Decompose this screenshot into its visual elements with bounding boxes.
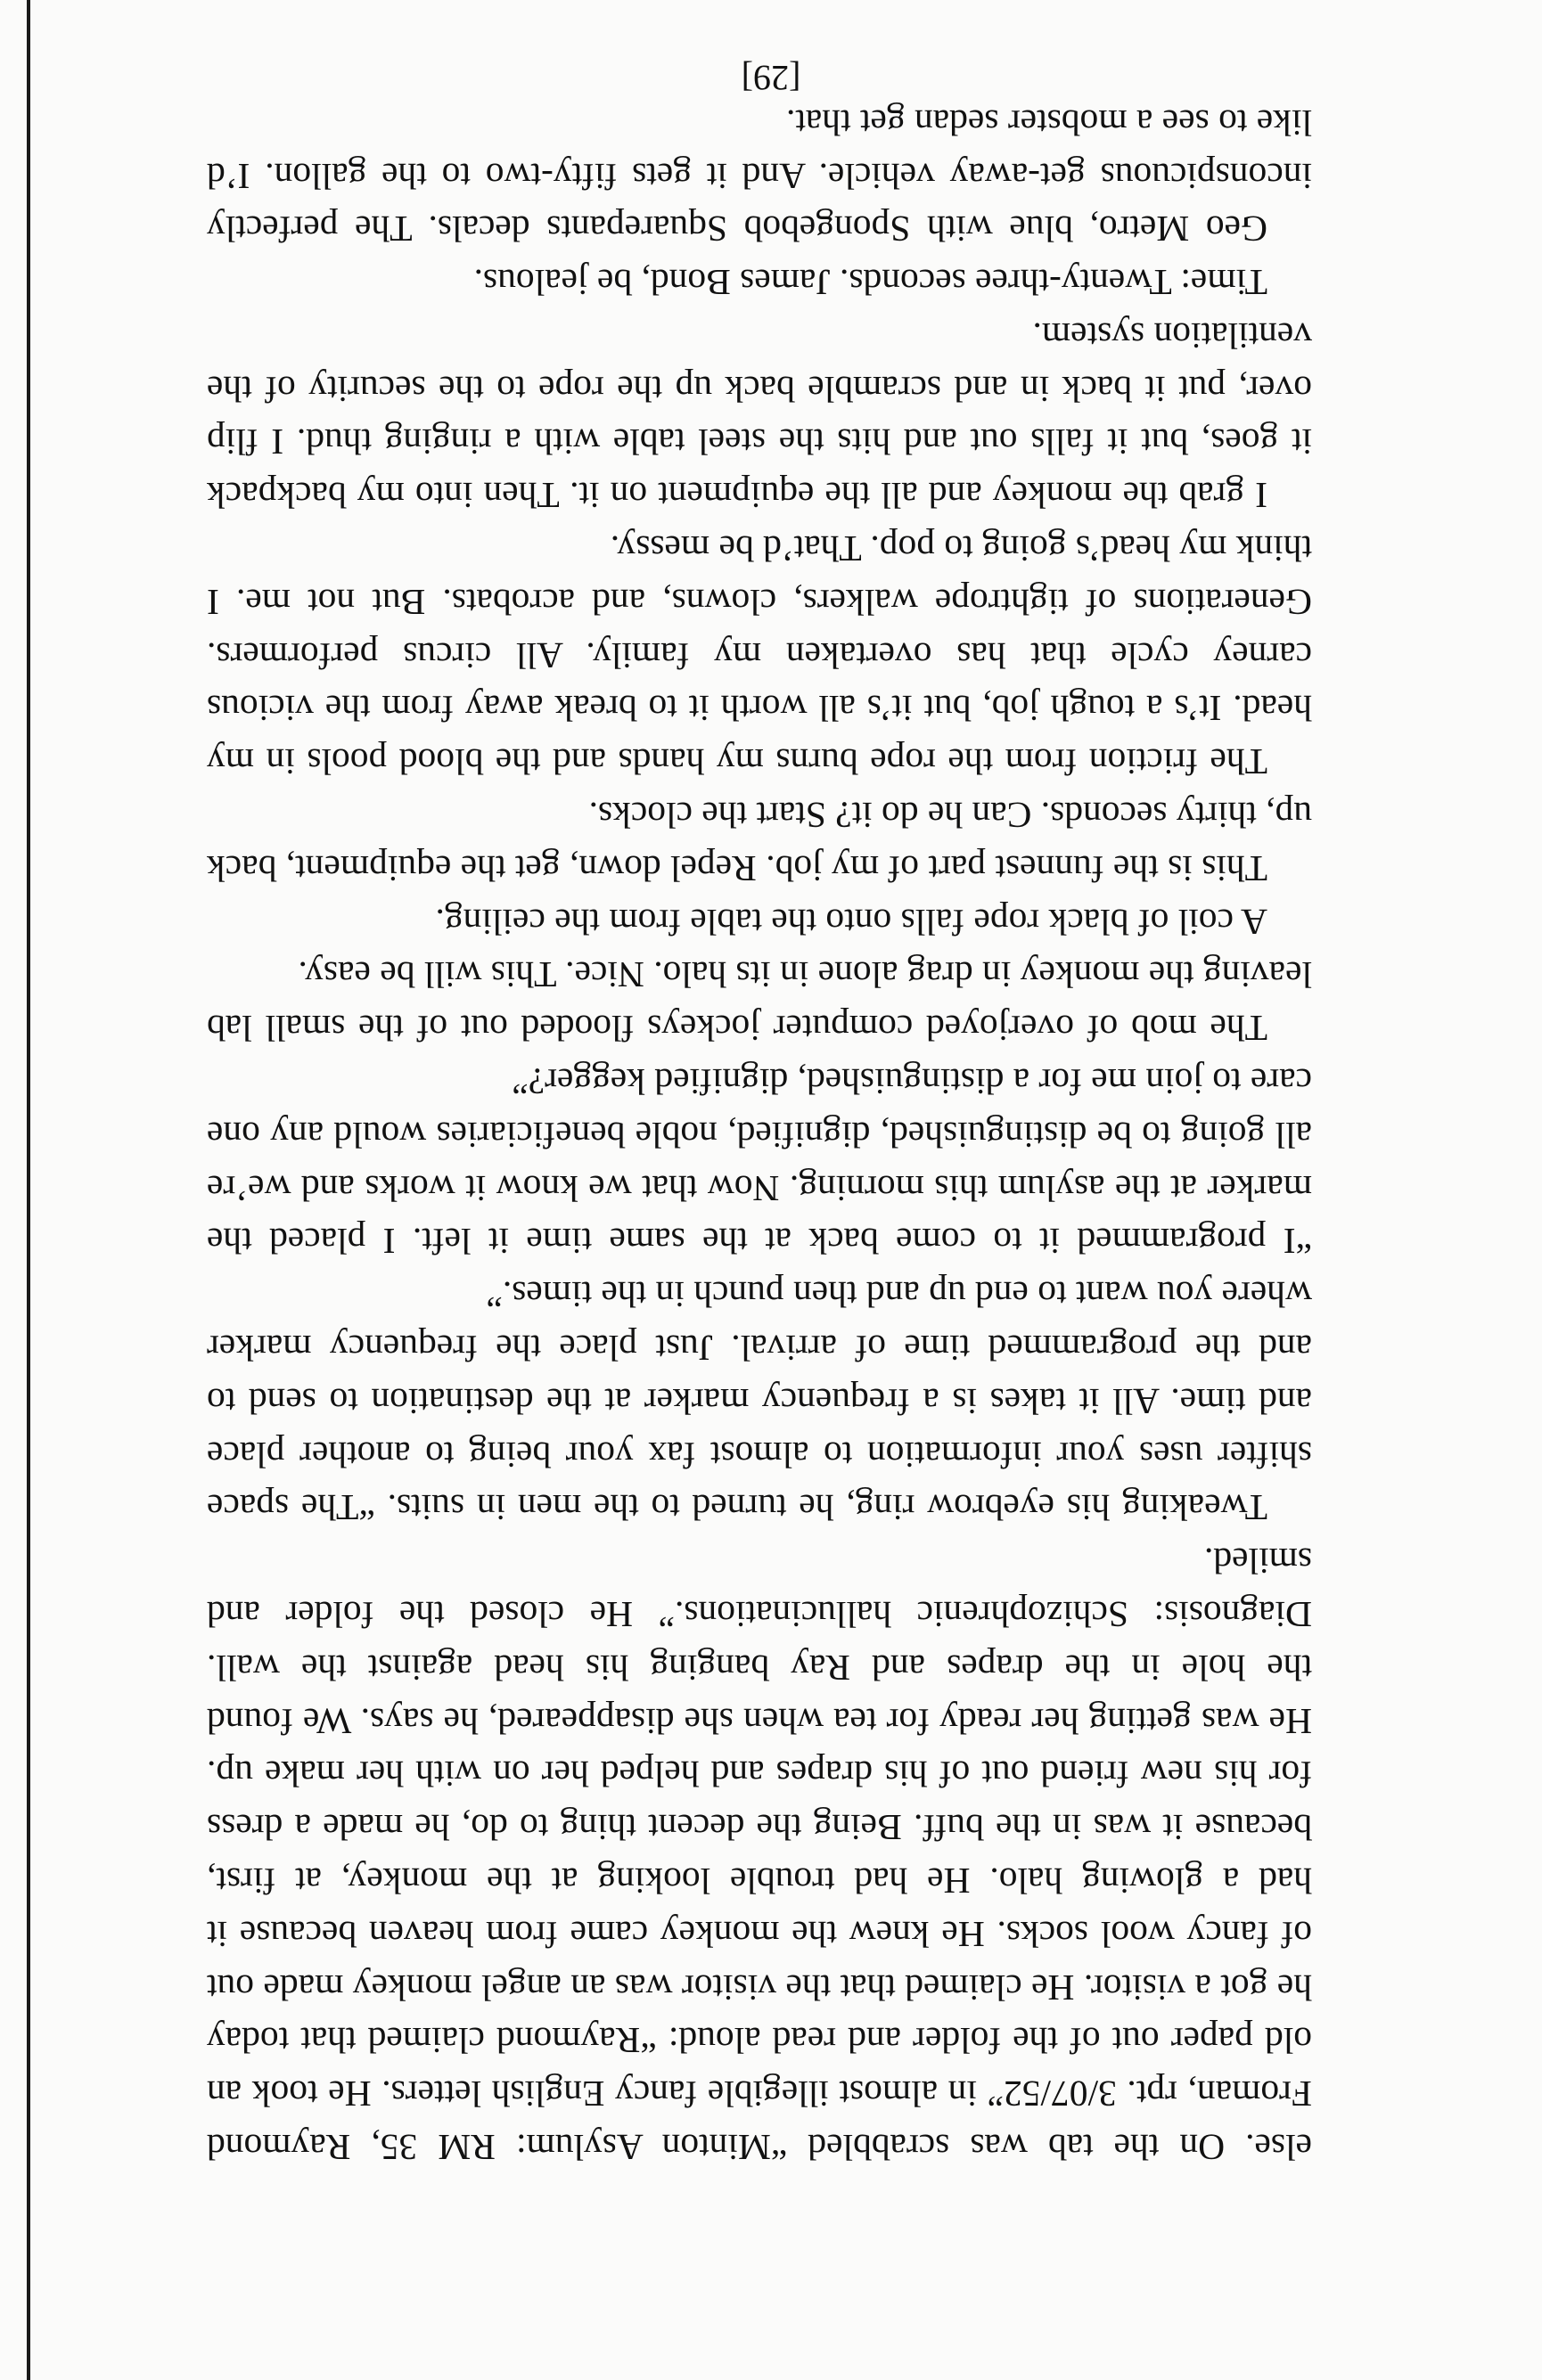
paragraph-9: Time: Twenty-three seconds. James Bond, be jealous. (473, 262, 1267, 304)
paragraph-1: else. On the tab was scrabbled “Minton Asylum: RM 35, Raymond Froman, rpt. 3/07/52” in almost illegible fancy English letters. He took an old paper out of the folder and read aloud: “Raymond claimed that today he got a visitor. He claimed that the visitor was an angel monkey made out of fancy wool socks. He knew the monkey came from heaven because it had a glowing halo. He had trouble looking at the monkey, at first, because it was in the buff. Being the decent thing to do, he made a dress for his new friend out of his drapes and helped her on with her make up. He was getting her ready for tea when she disappeared, he says. We found the hole in the drapes and Ray banging his head against the wall. Diagnosis: Schizophrenic hallucinations.” He closed the folder and smiled. (207, 1541, 1312, 2168)
paragraph-3: “I programmed it to come back at the same time it left. I placed the marker at the asylum this morning. Now that we know it works and we’re all going to be distinguished, dignified, noble beneficiaries would any one care to join me for a distinguished, dignified kegger?” (207, 1061, 1312, 1263)
paragraph-6: This is the funnest part of my job. Repel down, get the equipment, back up, thirty seconds. Can he do it? Start the clocks. (207, 795, 1312, 889)
body-text (207, 95, 1312, 2173)
paragraph-5: A coil of black rope falls onto the table from the ceiling. (435, 901, 1267, 943)
paragraph-4: The mob of overjoyed computer jockeys flooded out of the small lab leaving the monkey in drag alone in its halo. Nice. This will be easy. (207, 954, 1312, 1050)
paragraph-2: Tweaking his eyebrow ring, he turned to the men in suits. “The space shifter uses your information to almost fax your being to another place and time. All it takes is a frequency marker at the destination to send to and the programmed time of arrival. Just place the frequency marker where you want to end up and then punch in the times.” (207, 1274, 1312, 1529)
page-number: [29] (741, 58, 801, 98)
paragraph-7: The friction from the rope burns my hands and the blood pools in my head. It’s a tough job, but it’s all worth it to break away from the vicious carney cycle that has overtaken my family. All circus performers. Generations of tightrope walkers, clowns, and acrobats. But not me. I think my head’s going to pop. That’d be messy. (207, 528, 1312, 783)
binding-edge (27, 0, 30, 2380)
paragraph-8: I grab the monkey and all the equipment on it. Then into my backpack it goes, but it falls out and hits the steel table with a ringing thud. I flip over, put it back in and scramble back up the rope to the security of the ventilation system. (207, 315, 1312, 517)
paragraph-10: Geo Metro, blue with Spongebob Squarepants decals. The perfectly inconspicuous get-away vehicle. And it gets fifty-two to the gallon. I’d like to see a mobster sedan get that. (207, 102, 1312, 250)
